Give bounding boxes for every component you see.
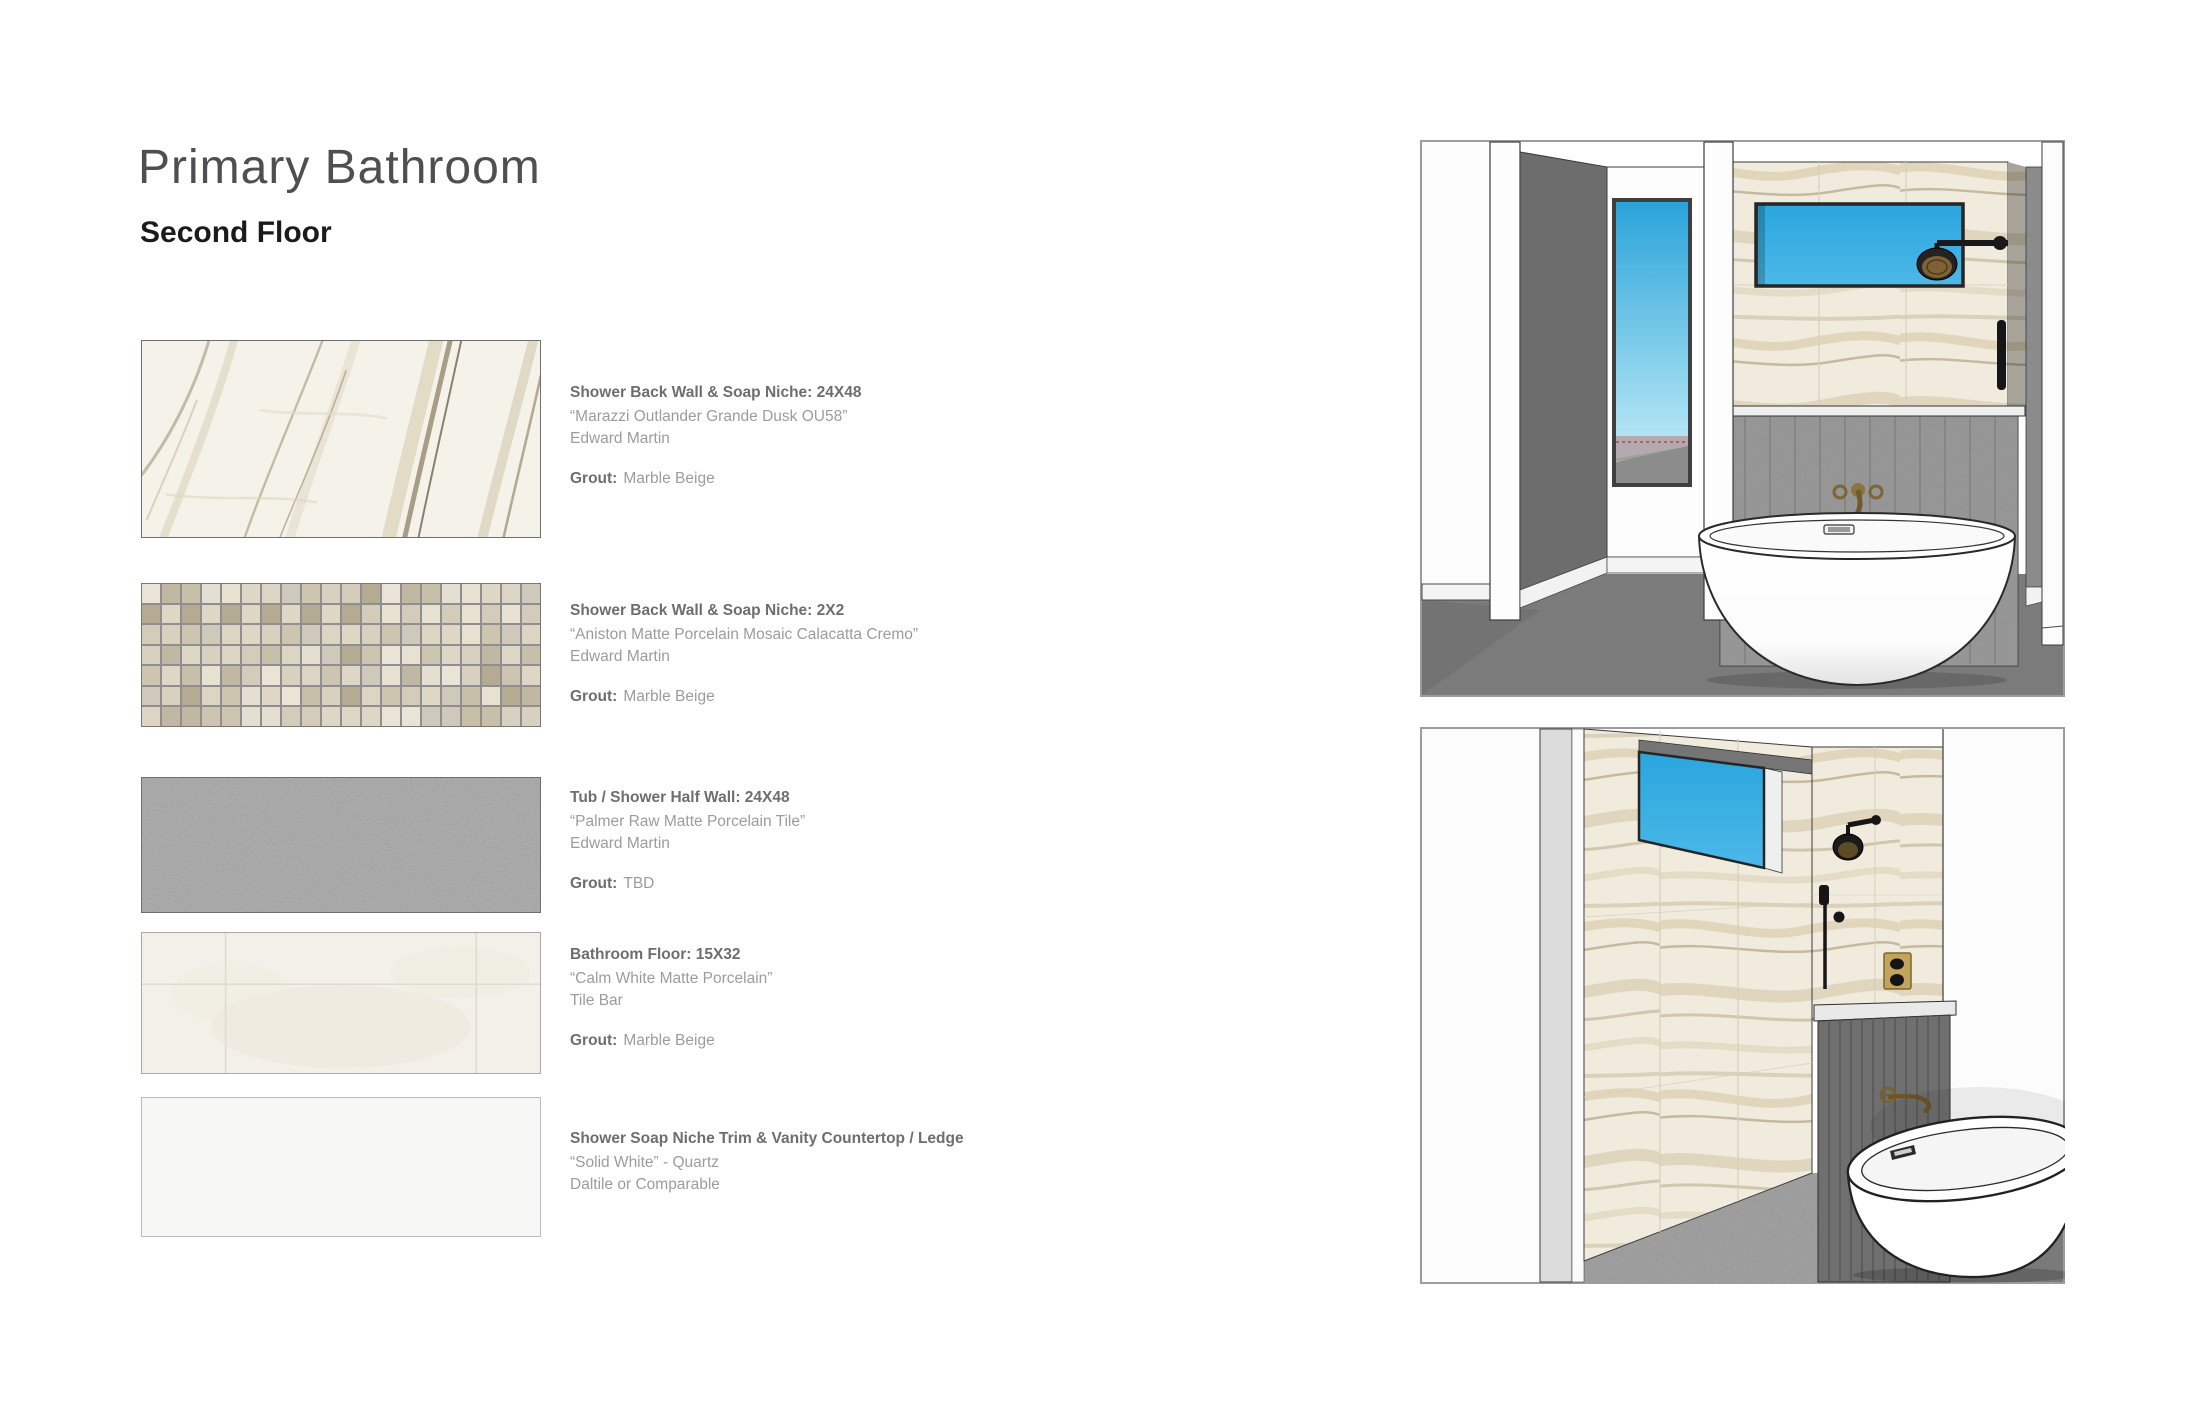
material-title: Shower Back Wall & Soap Niche: 24X48 xyxy=(570,384,862,401)
mosaic-tile xyxy=(162,687,180,706)
mosaic-tile xyxy=(522,666,540,685)
mosaic-tile xyxy=(262,625,280,644)
mosaic-tile xyxy=(382,687,400,706)
mosaic-tile xyxy=(262,646,280,665)
mosaic-tile xyxy=(282,707,300,726)
material-grout xyxy=(570,1030,1190,1052)
mosaic-tile xyxy=(522,646,540,665)
mosaic-tile xyxy=(262,666,280,685)
material-spec-3 xyxy=(570,787,1190,895)
material-spec-5 xyxy=(570,1128,1190,1236)
material-grout xyxy=(570,873,1190,895)
mosaic-tile xyxy=(442,666,460,685)
mosaic-tile xyxy=(202,666,220,685)
gray-texture-image xyxy=(142,778,540,912)
mosaic-tile xyxy=(222,584,240,603)
mosaic-tile xyxy=(162,605,180,624)
mosaic-tile xyxy=(302,584,320,603)
mosaic-tile xyxy=(322,646,340,665)
mosaic-grid-image xyxy=(142,584,540,726)
page-title: Primary Bathroom xyxy=(138,141,541,194)
mosaic-tile xyxy=(522,605,540,624)
mosaic-tile xyxy=(422,707,440,726)
mosaic-tile xyxy=(382,625,400,644)
mosaic-tile xyxy=(302,605,320,624)
mosaic-tile xyxy=(302,687,320,706)
mosaic-tile xyxy=(162,707,180,726)
mosaic-tile xyxy=(502,584,520,603)
mosaic-tile xyxy=(202,707,220,726)
material-product: “Calm White Matte Porcelain” xyxy=(570,970,773,987)
mosaic-tile xyxy=(182,625,200,644)
mosaic-tile xyxy=(522,687,540,706)
mosaic-tile xyxy=(322,707,340,726)
mosaic-tile xyxy=(322,625,340,644)
mosaic-tile xyxy=(442,584,460,603)
mosaic-tile xyxy=(422,625,440,644)
mosaic-tile xyxy=(442,687,460,706)
mosaic-tile xyxy=(322,666,340,685)
mosaic-tile xyxy=(462,584,480,603)
mosaic-tile xyxy=(282,687,300,706)
material-vendor: Edward Martin xyxy=(570,835,670,852)
mosaic-tile xyxy=(402,646,420,665)
mosaic-tile xyxy=(362,625,380,644)
mosaic-tile xyxy=(182,707,200,726)
grout-value: Marble Beige xyxy=(623,470,715,487)
mosaic-tile xyxy=(222,646,240,665)
mosaic-tile xyxy=(222,625,240,644)
mosaic-tile xyxy=(282,646,300,665)
mosaic-tile xyxy=(482,625,500,644)
mosaic-tile xyxy=(342,666,360,685)
mosaic-tile xyxy=(282,584,300,603)
material-title: Shower Back Wall & Soap Niche: 2X2 xyxy=(570,602,845,619)
mosaic-tile xyxy=(442,625,460,644)
mosaic-tile xyxy=(402,605,420,624)
material-vendor: Daltile or Comparable xyxy=(570,1176,720,1193)
mosaic-tile xyxy=(402,625,420,644)
grout-label: Grout: xyxy=(570,1032,618,1049)
mosaic-tile xyxy=(182,584,200,603)
mosaic-tile xyxy=(242,605,260,624)
mosaic-tile xyxy=(442,646,460,665)
grout-label: Grout: xyxy=(570,688,618,705)
mosaic-tile xyxy=(442,605,460,624)
mosaic-tile xyxy=(202,605,220,624)
grout-value: TBD xyxy=(623,875,655,892)
mosaic-tile xyxy=(482,584,500,603)
mosaic-tile xyxy=(402,584,420,603)
mosaic-tile xyxy=(222,687,240,706)
marble-slab-image xyxy=(142,341,540,537)
swatch-calm-white-porcelain xyxy=(141,932,541,1074)
grout-label: Grout: xyxy=(570,875,618,892)
mosaic-tile xyxy=(282,605,300,624)
mosaic-tile xyxy=(402,687,420,706)
mosaic-tile xyxy=(182,646,200,665)
mosaic-tile xyxy=(222,666,240,685)
perspective-image xyxy=(1420,727,2065,1284)
material-product: “Palmer Raw Matte Porcelain Tile” xyxy=(570,813,806,830)
mosaic-tile xyxy=(462,666,480,685)
mosaic-tile xyxy=(522,625,540,644)
mosaic-tile xyxy=(262,687,280,706)
mosaic-tile xyxy=(242,707,260,726)
mosaic-tile xyxy=(402,666,420,685)
mosaic-tile xyxy=(302,646,320,665)
mosaic-tile xyxy=(342,625,360,644)
material-grout xyxy=(570,1214,1190,1236)
mosaic-tile xyxy=(502,666,520,685)
mosaic-tile xyxy=(422,687,440,706)
mosaic-tile xyxy=(242,666,260,685)
mosaic-tile xyxy=(502,707,520,726)
mosaic-tile xyxy=(362,584,380,603)
mosaic-tile xyxy=(162,666,180,685)
mosaic-tile xyxy=(482,707,500,726)
material-spec-4 xyxy=(570,944,1190,1052)
white-tile-image xyxy=(142,933,540,1073)
mosaic-tile xyxy=(242,625,260,644)
mosaic-tile xyxy=(142,584,160,603)
mosaic-tile xyxy=(402,707,420,726)
mosaic-tile xyxy=(382,707,400,726)
mosaic-tile xyxy=(502,605,520,624)
material-product: “Marazzi Outlander Grande Dusk OU58” xyxy=(570,408,848,425)
mosaic-tile xyxy=(202,625,220,644)
swatch-solid-white-quartz xyxy=(141,1097,541,1237)
mosaic-tile xyxy=(342,605,360,624)
mosaic-tile xyxy=(202,584,220,603)
mosaic-tile xyxy=(322,687,340,706)
mosaic-tile xyxy=(322,584,340,603)
mosaic-tile xyxy=(342,707,360,726)
mosaic-tile xyxy=(282,625,300,644)
mosaic-tile xyxy=(422,605,440,624)
mosaic-tile xyxy=(162,646,180,665)
mosaic-tile xyxy=(302,707,320,726)
mosaic-tile xyxy=(462,707,480,726)
rendering-tub-shower-elevation xyxy=(1420,140,2065,697)
grout-value: Marble Beige xyxy=(623,688,715,705)
mosaic-tile xyxy=(482,687,500,706)
mosaic-tile xyxy=(422,584,440,603)
mosaic-tile xyxy=(202,646,220,665)
material-vendor: Tile Bar xyxy=(570,992,623,1009)
mosaic-tile xyxy=(222,707,240,726)
mosaic-tile xyxy=(342,584,360,603)
mosaic-tile xyxy=(182,687,200,706)
material-product: “Solid White” - Quartz xyxy=(570,1154,720,1171)
mosaic-tile xyxy=(502,687,520,706)
material-vendor: Edward Martin xyxy=(570,648,670,665)
elevation-image xyxy=(1420,140,2065,697)
rendering-shower-perspective xyxy=(1420,727,2065,1284)
material-product: “Aniston Matte Porcelain Mosaic Calacatta Cremo” xyxy=(570,626,919,643)
material-spec-2 xyxy=(570,600,1190,708)
mosaic-tile xyxy=(382,666,400,685)
mosaic-tile xyxy=(302,666,320,685)
swatch-marble-mosaic-2x2 xyxy=(141,583,541,727)
mosaic-tile xyxy=(382,646,400,665)
mosaic-tile xyxy=(382,605,400,624)
mosaic-tile xyxy=(422,666,440,685)
mosaic-tile xyxy=(262,584,280,603)
grout-label: Grout: xyxy=(570,470,618,487)
mosaic-tile xyxy=(322,605,340,624)
grout-value: Marble Beige xyxy=(623,1032,715,1049)
swatch-gray-raw-porcelain xyxy=(141,777,541,913)
mosaic-tile xyxy=(302,625,320,644)
mosaic-tile xyxy=(182,605,200,624)
material-spec-1 xyxy=(570,382,1190,490)
mosaic-tile xyxy=(142,666,160,685)
mosaic-tile xyxy=(262,605,280,624)
mosaic-tile xyxy=(482,605,500,624)
mosaic-tile xyxy=(262,707,280,726)
mosaic-tile xyxy=(502,646,520,665)
mosaic-tile xyxy=(522,707,540,726)
mosaic-tile xyxy=(142,646,160,665)
mosaic-tile xyxy=(362,707,380,726)
mosaic-tile xyxy=(422,646,440,665)
mosaic-tile xyxy=(462,625,480,644)
material-title: Tub / Shower Half Wall: 24X48 xyxy=(570,789,790,806)
mosaic-tile xyxy=(242,687,260,706)
mosaic-tile xyxy=(342,646,360,665)
material-vendor: Edward Martin xyxy=(570,430,670,447)
mosaic-tile xyxy=(362,646,380,665)
mosaic-tile xyxy=(142,707,160,726)
swatch-calacatta-marble-slab xyxy=(141,340,541,538)
mosaic-tile xyxy=(482,646,500,665)
mosaic-tile xyxy=(362,666,380,685)
mosaic-tile xyxy=(242,646,260,665)
mosaic-tile xyxy=(142,605,160,624)
mosaic-tile xyxy=(242,584,260,603)
mosaic-tile xyxy=(342,687,360,706)
mosaic-tile xyxy=(362,605,380,624)
mosaic-tile xyxy=(162,584,180,603)
mosaic-tile xyxy=(462,605,480,624)
page-subtitle: Second Floor xyxy=(140,216,332,249)
material-grout xyxy=(570,686,1190,708)
mosaic-tile xyxy=(502,625,520,644)
mosaic-tile xyxy=(282,666,300,685)
mosaic-tile xyxy=(142,687,160,706)
mosaic-tile xyxy=(202,687,220,706)
mosaic-tile xyxy=(142,625,160,644)
mosaic-tile xyxy=(362,687,380,706)
material-grout xyxy=(570,468,1190,490)
material-title: Shower Soap Niche Trim & Vanity Countertop / Ledge xyxy=(570,1130,964,1147)
mosaic-tile xyxy=(522,584,540,603)
mosaic-tile xyxy=(162,625,180,644)
material-title: Bathroom Floor: 15X32 xyxy=(570,946,741,963)
mosaic-tile xyxy=(222,605,240,624)
mosaic-tile xyxy=(182,666,200,685)
mosaic-tile xyxy=(462,687,480,706)
mosaic-tile xyxy=(482,666,500,685)
mosaic-tile xyxy=(442,707,460,726)
mosaic-tile xyxy=(382,584,400,603)
mosaic-tile xyxy=(462,646,480,665)
